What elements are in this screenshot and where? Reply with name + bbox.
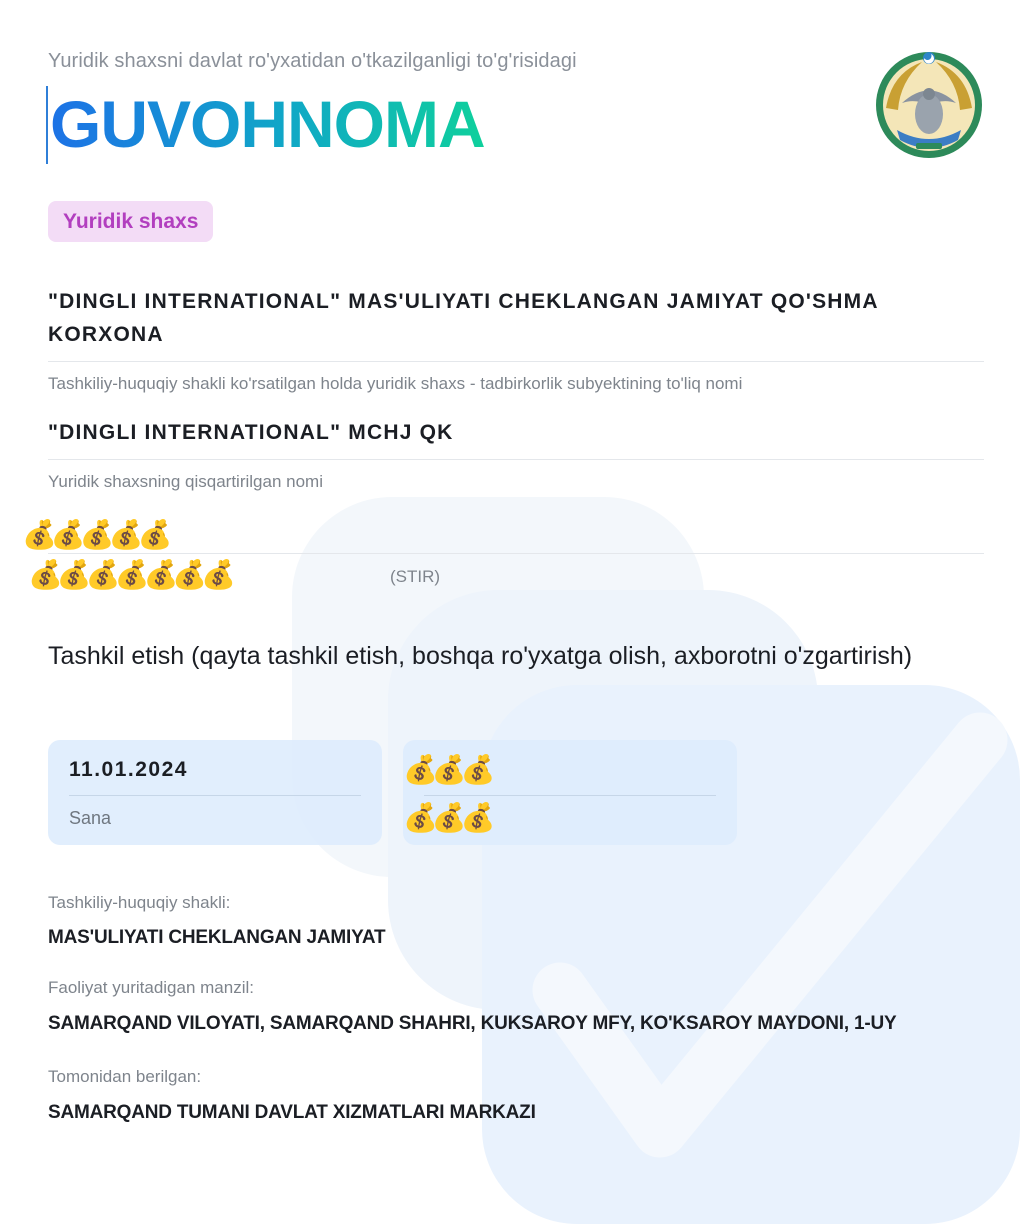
full-name-label: Tashkiliy-huquqiy shakli ko'rsatilgan holda yuridik shaxs - tadbirkorlik subyektining to'liq nomi — [48, 374, 743, 393]
full-name-value: "DINGLI INTERNATIONAL" MAS'ULIYATI CHEKLANGAN JAMIYAT QO'SHMA KORXONA — [48, 290, 878, 346]
stir-label-tail: (STIR) — [390, 567, 441, 586]
redaction-money-bags: 💰💰💰💰💰💰💰 — [28, 559, 231, 590]
stir-field — [48, 553, 984, 554]
date-card — [48, 740, 382, 845]
divider — [48, 553, 984, 554]
full-name-field — [48, 285, 984, 394]
date-label: Sana — [69, 808, 112, 828]
date-value: 11.01.2024 — [69, 758, 188, 781]
address-value: SAMARQAND VILOYATI, SAMARQAND SHAHRI, KUKSAROY MFY, KO'KSAROY MAYDONI, 1-UY — [48, 1013, 897, 1034]
issuer-value: SAMARQAND TUMANI DAVLAT XIZMATLARI MARKAZI — [48, 1102, 536, 1123]
short-name-field — [48, 416, 984, 492]
form-label: Tashkiliy-huquqiy shakli: — [48, 893, 231, 912]
redaction-money-bags: 💰💰💰 — [403, 754, 490, 785]
section-title: Tashkil etish (qayta tashkil etish, boshqa ro'yxatga olish, axborotni o'zgartirish) — [48, 642, 913, 670]
state-emblem-icon — [872, 48, 986, 160]
form-value: MAS'ULIYATI CHEKLANGAN JAMIYAT — [48, 927, 386, 948]
issuer-label: Tomonidan berilgan: — [48, 1067, 202, 1086]
certificate-title: GUVOHNOMA — [50, 84, 485, 164]
divider — [424, 795, 716, 796]
divider — [48, 459, 984, 460]
address-label: Faoliyat yuritadigan manzil: — [48, 978, 254, 997]
registration-number-card — [403, 740, 737, 845]
certificate-subtitle: Yuridik shaxsni davlat ro'yxatidan o'tkazilganligi to'g'risidagi — [48, 50, 577, 72]
redaction-money-bags: 💰💰💰 — [403, 802, 490, 833]
redaction-money-bags: 💰💰💰💰💰 — [22, 519, 167, 550]
short-name-label: Yuridik shaxsning qisqartirilgan nomi — [48, 472, 323, 491]
short-name-value: "DINGLI INTERNATIONAL" MCHJ QK — [48, 421, 454, 444]
entity-type-badge: Yuridik shaxs — [48, 201, 213, 242]
divider — [69, 795, 361, 796]
divider — [48, 361, 984, 362]
text-caret — [46, 86, 48, 164]
